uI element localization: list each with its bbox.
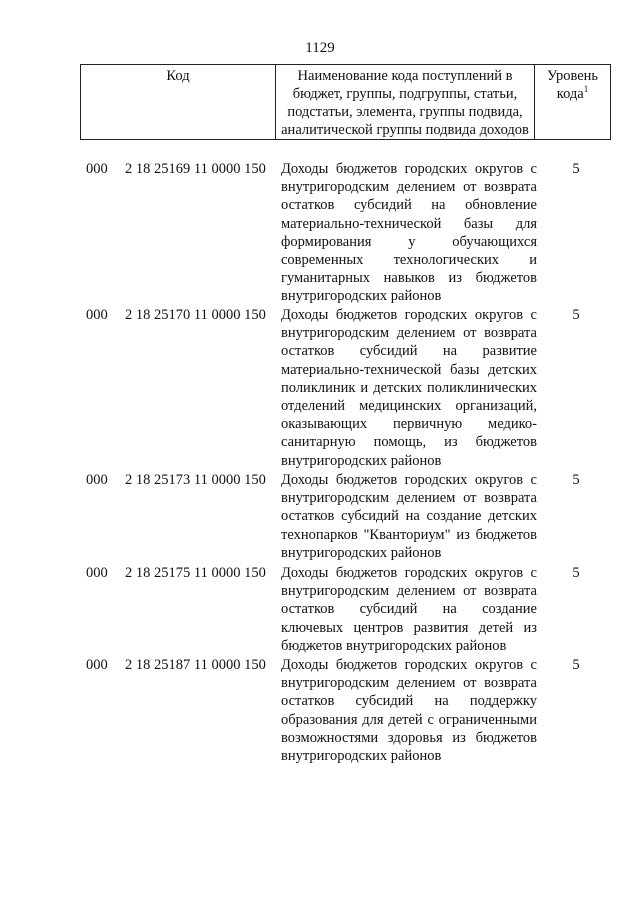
header-code-cell bbox=[81, 65, 276, 140]
header-name-label: Наименование кода поступлений в бюджет, группы, подгруппы, статьи, подстатьи, элемента, группы подвида, аналитической группы подвида доходов bbox=[281, 68, 529, 138]
code-level: 5 bbox=[572, 307, 580, 323]
admin-code: 000 bbox=[86, 161, 108, 177]
page-number: 1129 bbox=[305, 40, 335, 56]
revenue-code: 2 18 25170 11 0000 150 bbox=[125, 307, 266, 323]
code-level: 5 bbox=[572, 161, 580, 177]
header-level-label-end: а bbox=[577, 86, 584, 102]
code-level: 5 bbox=[572, 565, 580, 581]
header-name-cell bbox=[276, 65, 535, 140]
footnote-marker: 1 bbox=[583, 84, 589, 94]
admin-code: 000 bbox=[86, 307, 108, 323]
revenue-code: 2 18 25169 11 0000 150 bbox=[125, 161, 266, 177]
header-level-label: Уровень код bbox=[546, 68, 599, 102]
revenue-code: 2 18 25173 11 0000 150 bbox=[125, 472, 266, 488]
admin-code: 000 bbox=[86, 565, 108, 581]
header-code-label: Код bbox=[166, 68, 190, 84]
code-level: 5 bbox=[572, 657, 580, 673]
revenue-name: Доходы бюджетов городских округов с внутригородским делением от возврата остатков субсидий на развитие материально-технической базы детских поликлиник и детских поликлинических отделений медицинских организаций, оказывающих первичную медико-санитарную помощь, из бюджетов внутригородских районов bbox=[281, 307, 537, 469]
revenue-name: Доходы бюджетов городских округов с внутригородским делением от возврата остатков субсидий на создание ключевых центров развития детей из бюджетов внутригородских районов bbox=[281, 565, 537, 654]
admin-code: 000 bbox=[86, 472, 108, 488]
revenue-code: 2 18 25175 11 0000 150 bbox=[125, 565, 266, 581]
code-level: 5 bbox=[572, 472, 580, 488]
admin-code: 000 bbox=[86, 657, 108, 673]
revenue-name: Доходы бюджетов городских округов с внутригородским делением от возврата остатков субсидий на обновление материально-технической базы для формирования у обучающихся современных технологических и гуманитарных навыков из бюджетов внутригородских районов bbox=[281, 161, 537, 305]
header-level-cell bbox=[535, 65, 611, 140]
revenue-code: 2 18 25187 11 0000 150 bbox=[125, 657, 266, 673]
table-header bbox=[80, 64, 611, 140]
revenue-name: Доходы бюджетов городских округов с внутригородским делением от возврата остатков субсидий на создание детских технопарков "Кванториум" из бюджетов внутригородских районов bbox=[281, 472, 537, 561]
revenue-name: Доходы бюджетов городских округов с внутригородским делением от возврата остатков субсидий на поддержку образования для детей с ограниченными возможностями здоровья из бюджетов внутригородских районов bbox=[281, 657, 537, 765]
